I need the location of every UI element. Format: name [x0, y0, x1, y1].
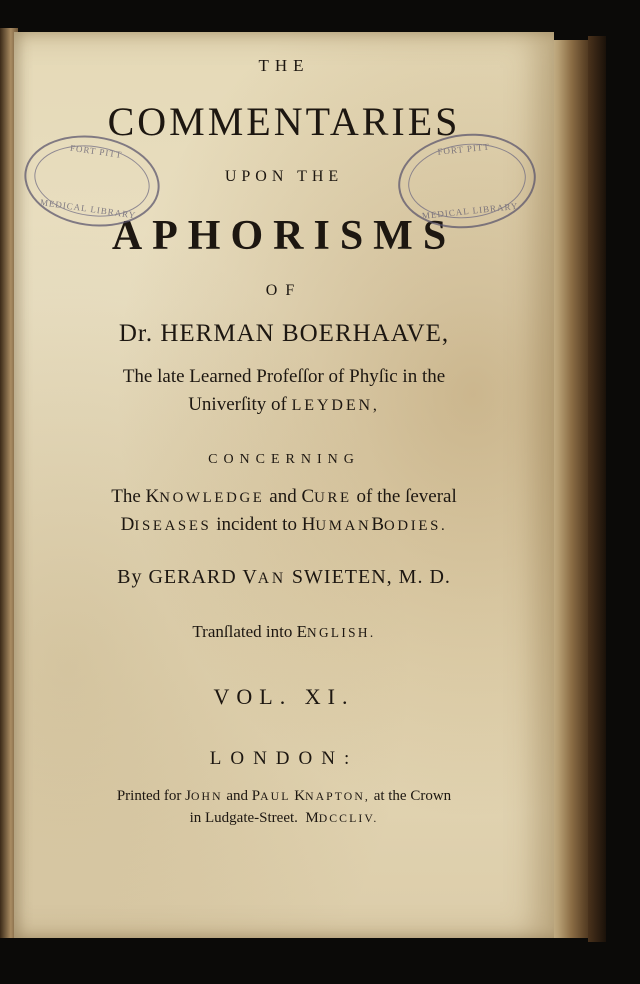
text-paul: AUL — [260, 790, 291, 803]
title-page — [14, 32, 554, 938]
text-john: OHN — [191, 790, 223, 803]
text-bodies: ODIES. — [384, 518, 448, 534]
text-the: The — [111, 486, 146, 507]
by-line — [14, 566, 554, 589]
volume-heading: VOL. XI. — [213, 684, 355, 709]
translated-line — [14, 622, 554, 642]
of-heading: OF — [265, 282, 303, 299]
text-and-c: and C — [264, 486, 315, 507]
text-knapton: NAPTON, — [305, 790, 370, 803]
text-by-gerard: By GERARD V — [117, 566, 258, 588]
text-printed-for: Printed for J — [116, 788, 191, 804]
text-incident: incident to H — [211, 514, 316, 535]
subject-line-1 — [14, 486, 554, 508]
text-k: K — [145, 486, 160, 507]
stamp-left-bottom: MEDICAL LIBRARY — [39, 197, 137, 221]
university-city: LEYDEN, — [291, 397, 380, 414]
text-translated: Tranſlated into E — [192, 622, 307, 641]
text-human: UMAN — [315, 518, 372, 534]
text-several: of the ſeveral — [351, 486, 457, 507]
text-date: DCCLIV. — [318, 812, 379, 825]
text-knowledge: NOWLEDGE — [159, 490, 265, 506]
stamp-right-top: FORT PITT — [436, 141, 491, 157]
upon-the-heading: UPON THE — [224, 168, 344, 185]
commentaries-heading: COMMENTARIES — [107, 99, 461, 144]
text-cure: URE — [314, 490, 352, 506]
subject-line-2 — [14, 514, 554, 536]
text-m: M — [305, 810, 319, 826]
stamp-right-bottom: MEDICAL LIBRARY — [421, 200, 519, 221]
text-swieten: SWIETEN, M. D. — [285, 566, 451, 588]
professor-line: The late Learned Profeſſor of Phyſic in the — [122, 366, 446, 387]
aphorisms-heading: APHORISMS — [111, 213, 457, 259]
text-van: AN — [257, 570, 286, 587]
text-b: B — [371, 514, 385, 535]
text-crown: at the Crown — [369, 788, 452, 804]
text-k2: K — [290, 788, 306, 804]
address-line — [14, 810, 554, 827]
text-english: NGLISH. — [306, 625, 376, 640]
text-d: D — [120, 514, 135, 535]
author-heading: Dr. HERMAN BOERHAAVE, — [118, 320, 450, 347]
book-cover-edge — [588, 36, 606, 942]
text-ludgate: in Ludgate-Street. — [189, 810, 298, 826]
concerning-heading: CONCERNING — [208, 452, 360, 467]
london-heading: LONDON: — [209, 748, 359, 769]
the-heading: THE — [258, 56, 310, 75]
printer-line — [14, 788, 554, 805]
stamp-left-top: FORT PITT — [69, 142, 123, 160]
text-and-p: and P — [222, 788, 261, 804]
university-prefix: Univerſity of — [188, 394, 292, 415]
text-diseases: ISEASES — [134, 518, 212, 534]
university-line — [14, 394, 554, 416]
